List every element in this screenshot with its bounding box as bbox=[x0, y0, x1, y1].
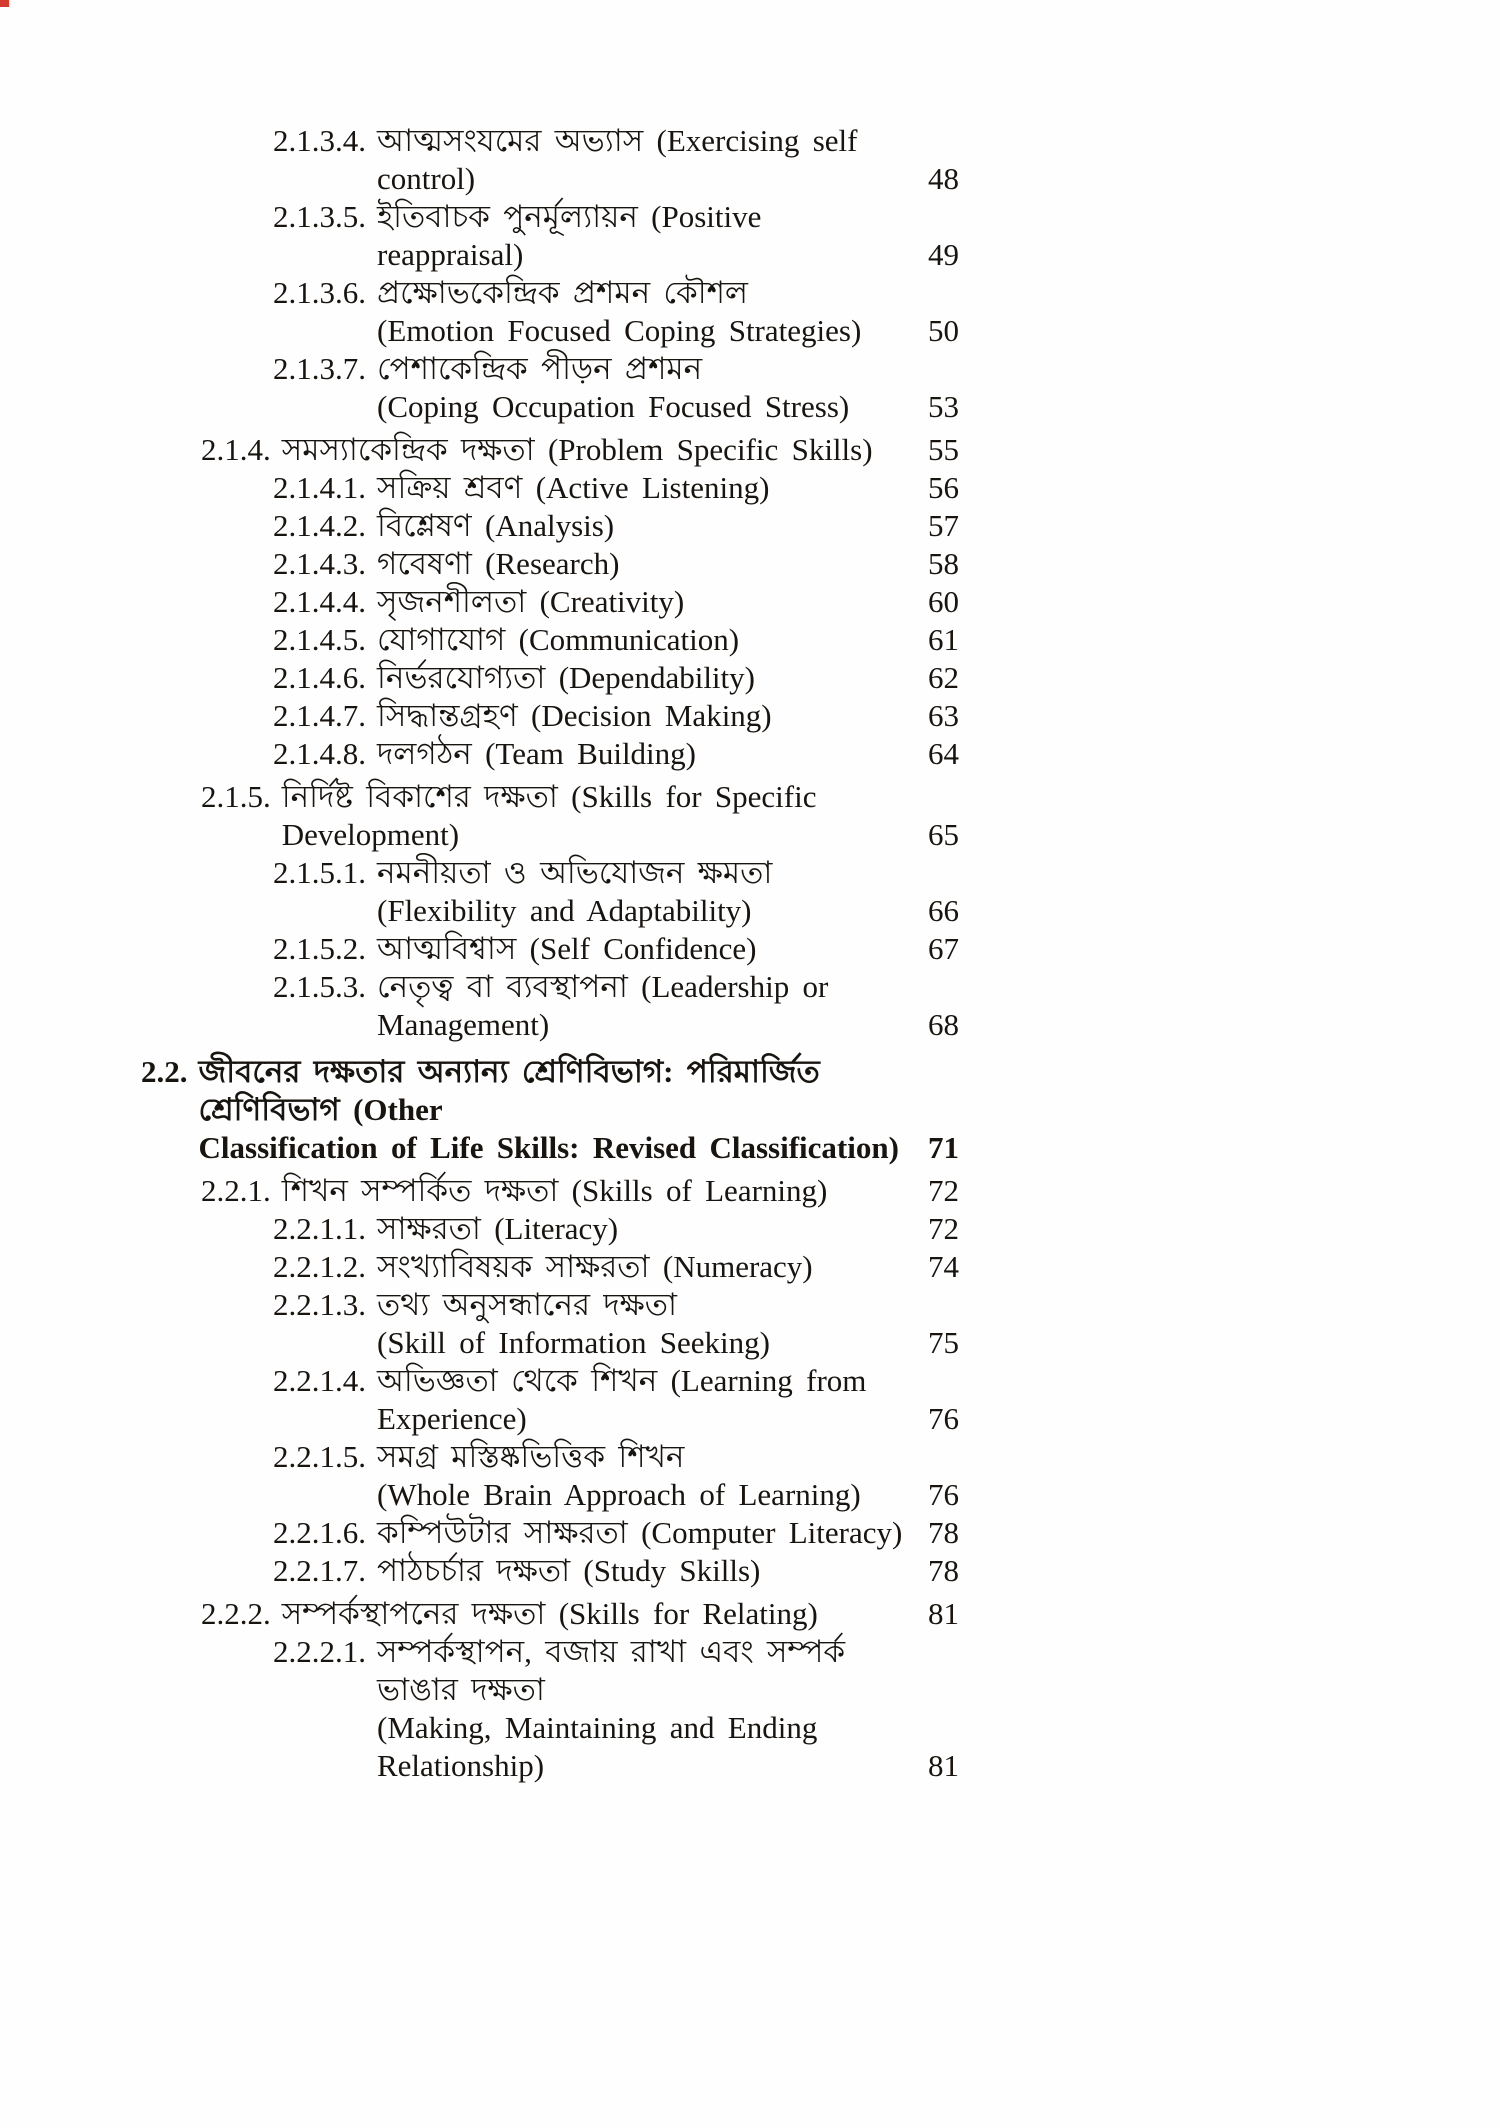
entry-body bbox=[273, 1210, 903, 1248]
entry-body bbox=[273, 545, 903, 583]
entry-line: নমনীয়তা ও অভিযোজন ক্ষমতা bbox=[377, 855, 773, 890]
entry-line: পেশাকেন্দ্রিক পীড়ন প্রশমন bbox=[377, 351, 703, 386]
entry-number: 2.2.1.1. bbox=[273, 1211, 366, 1246]
entry-text bbox=[377, 621, 903, 659]
entry-page-number: 57 bbox=[928, 508, 959, 543]
toc-entry bbox=[141, 1362, 959, 1438]
entry-body bbox=[201, 1595, 903, 1633]
entry-line: Classification of Life Skills: Revised Classification) bbox=[198, 1130, 899, 1165]
entry-body bbox=[273, 621, 903, 659]
entry-line: প্রক্ষোভকেন্দ্রিক প্রশমন কৌশল bbox=[377, 275, 749, 310]
entry-number: 2.1.5.2. bbox=[273, 931, 366, 966]
entry-body bbox=[273, 198, 903, 274]
toc-entry bbox=[141, 854, 959, 930]
entry-body bbox=[273, 469, 903, 507]
entry-line: গবেষণা (Research) bbox=[377, 546, 620, 581]
entry-number: 2.2.1.2. bbox=[273, 1249, 366, 1284]
entry-page-number: 61 bbox=[928, 622, 959, 657]
entry-page-number: 56 bbox=[928, 470, 959, 505]
entry-page-number: 76 bbox=[928, 1401, 959, 1436]
entry-text bbox=[377, 1362, 903, 1438]
entry-body bbox=[273, 1552, 903, 1590]
entry-text bbox=[377, 930, 903, 968]
toc-entry bbox=[141, 1172, 959, 1210]
entry-page-number: 58 bbox=[928, 546, 959, 581]
entry-page-number: 74 bbox=[928, 1249, 959, 1284]
toc-entry bbox=[141, 1552, 959, 1590]
entry-line: তথ্য অনুসন্ধানের দক্ষতা bbox=[377, 1287, 678, 1322]
entry-number: 2.1.3.7. bbox=[273, 351, 366, 386]
entry-page-number: 64 bbox=[928, 736, 959, 771]
entry-page-number: 81 bbox=[928, 1596, 959, 1631]
entry-text bbox=[377, 122, 903, 198]
entry-number: 2.1.4.2. bbox=[273, 508, 366, 543]
toc-entry bbox=[141, 930, 959, 968]
entry-body bbox=[273, 1633, 903, 1785]
entry-page-number: 67 bbox=[928, 931, 959, 966]
entry-number: 2.1.4.3. bbox=[273, 546, 366, 581]
entry-line: সাক্ষরতা (Literacy) bbox=[377, 1211, 619, 1246]
entry-text bbox=[377, 545, 903, 583]
entry-number: 2.2.1.5. bbox=[273, 1439, 366, 1474]
entry-line: সৃজনশীলতা (Creativity) bbox=[377, 584, 685, 619]
entry-line: (Whole Brain Approach of Learning) bbox=[377, 1477, 861, 1512]
entry-page-number: 66 bbox=[928, 893, 959, 928]
entry-text bbox=[377, 1514, 903, 1552]
entry-body bbox=[273, 1362, 903, 1438]
entry-page-number: 78 bbox=[928, 1515, 959, 1550]
entry-text bbox=[377, 659, 903, 697]
entry-text bbox=[377, 735, 903, 773]
entry-line: দলগঠন (Team Building) bbox=[377, 736, 696, 771]
entry-number: 2.1.4.1. bbox=[273, 470, 366, 505]
toc-entry bbox=[141, 697, 959, 735]
table-of-contents bbox=[141, 122, 959, 1785]
entry-line: (Flexibility and Adaptability) bbox=[377, 893, 752, 928]
entry-page-number: 72 bbox=[928, 1211, 959, 1246]
entry-text bbox=[377, 274, 903, 350]
scan-corner-artifact bbox=[0, 0, 9, 7]
toc-entry bbox=[141, 621, 959, 659]
entry-page-number: 62 bbox=[928, 660, 959, 695]
entry-text bbox=[377, 1248, 903, 1286]
entry-page-number: 55 bbox=[928, 432, 959, 467]
toc-entry bbox=[141, 659, 959, 697]
entry-number: 2.1.3.4. bbox=[273, 123, 366, 158]
entry-page-number: 53 bbox=[928, 389, 959, 424]
toc-entry bbox=[141, 545, 959, 583]
entry-line: যোগাযোগ (Communication) bbox=[377, 622, 740, 657]
toc-entry bbox=[141, 1438, 959, 1514]
entry-body bbox=[273, 1514, 903, 1552]
entry-line: সিদ্ধান্তগ্রহণ (Decision Making) bbox=[377, 698, 772, 733]
entry-number: 2.1.3.6. bbox=[273, 275, 366, 310]
entry-page-number: 81 bbox=[928, 1748, 959, 1783]
toc-entry bbox=[141, 1514, 959, 1552]
entry-text bbox=[377, 469, 903, 507]
entry-text bbox=[377, 968, 903, 1044]
toc-entry bbox=[141, 1248, 959, 1286]
toc-entry bbox=[141, 507, 959, 545]
entry-number: 2.1.4. bbox=[201, 432, 271, 467]
entry-body bbox=[273, 507, 903, 545]
entry-text bbox=[377, 583, 903, 621]
entry-line: ইতিবাচক পুনর্মূল্যায়ন (Positive reappraisal) bbox=[377, 199, 762, 272]
entry-page-number: 63 bbox=[928, 698, 959, 733]
toc-entry bbox=[141, 274, 959, 350]
entry-number: 2.2.1. bbox=[201, 1173, 271, 1208]
entry-text bbox=[282, 1172, 903, 1210]
entry-text bbox=[377, 697, 903, 735]
entry-text bbox=[377, 1552, 903, 1590]
entry-body bbox=[201, 431, 903, 469]
toc-entry bbox=[141, 350, 959, 426]
toc-entry bbox=[141, 968, 959, 1044]
entry-line: অভিজ্ঞতা থেকে শিখন (Learning from Experience) bbox=[377, 1363, 867, 1436]
entry-line: জীবনের দক্ষতার অন্যান্য শ্রেণিবিভাগ: পরিমার্জিত শ্রেণিবিভাগ (Other bbox=[198, 1054, 820, 1127]
entry-number: 2.1.3.5. bbox=[273, 199, 366, 234]
entry-number: 2.1.5.3. bbox=[273, 969, 366, 1004]
entry-line: সক্রিয় শ্রবণ (Active Listening) bbox=[377, 470, 770, 505]
entry-text bbox=[377, 350, 903, 426]
entry-body bbox=[273, 274, 903, 350]
entry-number: 2.2.1.3. bbox=[273, 1287, 366, 1322]
entry-page-number: 75 bbox=[928, 1325, 959, 1360]
entry-text bbox=[282, 778, 903, 854]
entry-line: শিখন সম্পর্কিত দক্ষতা (Skills of Learning) bbox=[281, 1173, 828, 1208]
entry-text bbox=[377, 1210, 903, 1248]
entry-number: 2.2.1.7. bbox=[273, 1553, 366, 1588]
entry-number: 2.2.1.6. bbox=[273, 1515, 366, 1550]
entry-body bbox=[273, 122, 903, 198]
entry-body bbox=[273, 735, 903, 773]
toc-entry bbox=[141, 198, 959, 274]
entry-body bbox=[273, 697, 903, 735]
entry-line: সম্পর্কস্থাপন, বজায় রাখা এবং সম্পর্ক ভাঙার দক্ষতা bbox=[377, 1634, 846, 1707]
entry-page-number: 49 bbox=[928, 237, 959, 272]
toc-entry bbox=[141, 583, 959, 621]
entry-number: 2.1.5.1. bbox=[273, 855, 366, 890]
entry-page-number: 50 bbox=[928, 313, 959, 348]
entry-line: সংখ্যাবিষয়ক সাক্ষরতা (Numeracy) bbox=[377, 1249, 813, 1284]
entry-line: সমস্যাকেন্দ্রিক দক্ষতা (Problem Specific Skills) bbox=[281, 432, 873, 467]
entry-line: নির্দিষ্ট বিকাশের দক্ষতা (Skills for Specific Development) bbox=[281, 779, 817, 852]
entry-body bbox=[201, 778, 903, 854]
entry-number: 2.2.1.4. bbox=[273, 1363, 366, 1398]
entry-line: পাঠচর্চার দক্ষতা (Study Skills) bbox=[377, 1553, 761, 1588]
entry-number: 2.1.4.5. bbox=[273, 622, 366, 657]
entry-number: 2.2.2.1. bbox=[273, 1634, 366, 1669]
entry-line: নেতৃত্ব বা ব্যবস্থাপনা (Leadership or Management) bbox=[377, 969, 829, 1042]
entry-number: 2.1.5. bbox=[201, 779, 271, 814]
toc-entry bbox=[141, 1286, 959, 1362]
entry-line: সমগ্র মস্তিষ্কভিত্তিক শিখন bbox=[377, 1439, 685, 1474]
entry-body bbox=[273, 583, 903, 621]
entry-page-number: 71 bbox=[928, 1130, 959, 1165]
toc-entry bbox=[141, 1595, 959, 1633]
entry-page-number: 76 bbox=[928, 1477, 959, 1512]
entry-number: 2.2.2. bbox=[201, 1596, 271, 1631]
entry-page-number: 48 bbox=[928, 161, 959, 196]
toc-entry bbox=[141, 1210, 959, 1248]
toc-entry bbox=[141, 431, 959, 469]
toc-list bbox=[141, 122, 959, 1785]
entry-page-number: 65 bbox=[928, 817, 959, 852]
entry-number: 2.1.4.7. bbox=[273, 698, 366, 733]
entry-text bbox=[377, 854, 903, 930]
entry-body bbox=[273, 350, 903, 426]
entry-page-number: 60 bbox=[928, 584, 959, 619]
entry-number: 2.2. bbox=[141, 1054, 188, 1089]
entry-number: 2.1.4.4. bbox=[273, 584, 366, 619]
entry-text bbox=[199, 1053, 904, 1167]
entry-line: কম্পিউটার সাক্ষরতা (Computer Literacy) bbox=[377, 1515, 903, 1550]
entry-line: (Coping Occupation Focused Stress) bbox=[377, 389, 850, 424]
entry-body bbox=[141, 1053, 903, 1167]
toc-entry bbox=[141, 1053, 959, 1167]
entry-body bbox=[273, 1438, 903, 1514]
entry-text bbox=[377, 198, 903, 274]
entry-line: সম্পর্কস্থাপনের দক্ষতা (Skills for Relating) bbox=[281, 1596, 818, 1631]
entry-page-number: 68 bbox=[928, 1007, 959, 1042]
entry-body bbox=[273, 1286, 903, 1362]
entry-line: বিশ্লেষণ (Analysis) bbox=[377, 508, 615, 543]
entry-line: নির্ভরযোগ্যতা (Dependability) bbox=[377, 660, 755, 695]
entry-body bbox=[201, 1172, 903, 1210]
entry-line: আত্মবিশ্বাস (Self Confidence) bbox=[377, 931, 757, 966]
entry-text bbox=[377, 1286, 903, 1362]
entry-text bbox=[282, 1595, 903, 1633]
entry-text bbox=[377, 1633, 903, 1785]
toc-entry bbox=[141, 469, 959, 507]
entry-page-number: 78 bbox=[928, 1553, 959, 1588]
entry-line: (Emotion Focused Coping Strategies) bbox=[377, 313, 862, 348]
toc-entry bbox=[141, 778, 959, 854]
entry-text bbox=[377, 507, 903, 545]
toc-entry bbox=[141, 122, 959, 198]
entry-number: 2.1.4.8. bbox=[273, 736, 366, 771]
entry-body bbox=[273, 1248, 903, 1286]
entry-text bbox=[282, 431, 903, 469]
entry-body bbox=[273, 854, 903, 930]
entry-line: (Skill of Information Seeking) bbox=[377, 1325, 770, 1360]
entry-line: (Making, Maintaining and Ending Relationship) bbox=[377, 1710, 818, 1783]
entry-page-number: 72 bbox=[928, 1173, 959, 1208]
entry-body bbox=[273, 968, 903, 1044]
entry-number: 2.1.4.6. bbox=[273, 660, 366, 695]
toc-entry bbox=[141, 1633, 959, 1785]
toc-entry bbox=[141, 735, 959, 773]
entry-body bbox=[273, 930, 903, 968]
entry-line: আত্মসংযমের অভ্যাস (Exercising self control) bbox=[377, 123, 858, 196]
entry-body bbox=[273, 659, 903, 697]
entry-text bbox=[377, 1438, 903, 1514]
